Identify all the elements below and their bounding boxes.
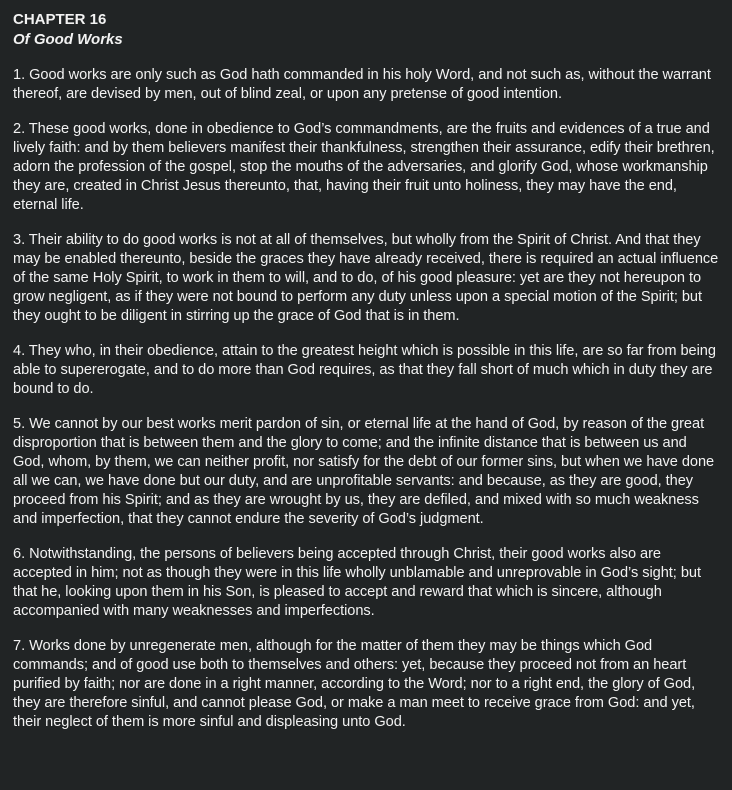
paragraph-1: 1. Good works are only such as God hath commanded in his holy Word, and not such as, without the warrant thereof, are devised by men, out of blind zeal, or upon any pretense of good intention. xyxy=(13,67,711,102)
paragraph-2: 2. These good works, done in obedience to God’s commandments, are the fruits and evidences of a true and lively faith: and by them believers manifest their thankfulness, strengthen their assurance, edify their brethren, adorn the profession of the gospel, stop the mouths of the adversaries, and glorify God, whose workmanship they are, created in Christ Jesus thereunto, that, having their fruit unto holiness, they may have the end, eternal life. xyxy=(13,121,715,213)
chapter-subtitle: Of Good Works xyxy=(13,31,123,48)
paragraph-3: 3. Their ability to do good works is not at all of themselves, but wholly from the Spirit of Christ. And that they may be enabled thereunto, beside the graces they have already received, there is required an actual influence of the same Holy Spirit, to work in them to will, and to do, of his good pleasure: yet are they not hereupon to grow negligent, as if they were not bound to perform any duty unless upon a special motion of the Spirit; but they ought to be diligent in stirring up the grace of God that is in them. xyxy=(13,232,719,324)
paragraph-7: 7. Works done by unregenerate men, although for the matter of them they may be things which God commands; and of good use both to themselves and others: yet, because they proceed not from an heart purified by faith; nor are done in a right manner, according to the Word; nor to a right end, the glory of God, they are therefore sinful, and cannot please God, or make a man meet to receive grace from God: and yet, their neglect of them is more sinful and displeasing unto God. xyxy=(13,638,696,730)
paragraph-5: 5. We cannot by our best works merit pardon of sin, or eternal life at the hand of God, by reason of the great disproportion that is between them and the glory to come; and the infinite distance that is between us and God, whom, by them, we can neither profit, nor satisfy for the debt of our former sins, but when we have done all we can, we have done but our duty, and are unprofitable servants: and because, as they are good, they proceed from his Spirit; and as they are wrought by us, they are defiled, and mixed with so much weakness and imperfection, that they cannot endure the severity of God’s judgment. xyxy=(13,416,715,527)
paragraph-4: 4. They who, in their obedience, attain to the greatest height which is possible in this life, are so far from being able to supererogate, and to do more than God requires, as that they fall short of much which in duty they are bound to do. xyxy=(13,343,716,397)
paragraph-6: 6. Notwithstanding, the persons of believers being accepted through Christ, their good works also are accepted in him; not as though they were in this life wholly unblamable and unreprovable in God’s sight; but that he, looking upon them in his Son, is pleased to accept and reward that which is sincere, although accompanied with many weaknesses and imperfections. xyxy=(13,546,701,619)
chapter-title: CHAPTER 16 xyxy=(13,11,107,28)
